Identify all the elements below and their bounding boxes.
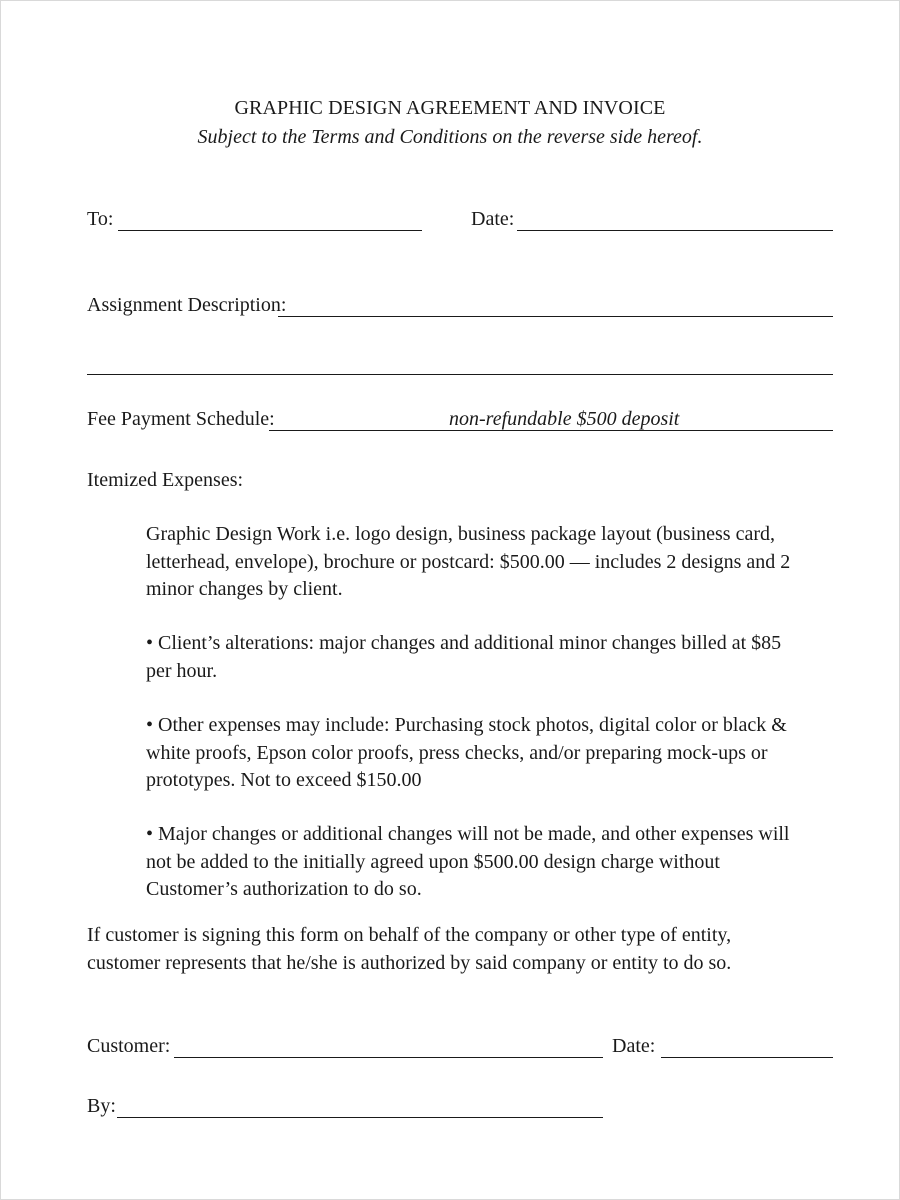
date-field-line[interactable] [517, 230, 833, 231]
signature-date-line[interactable] [661, 1057, 833, 1058]
document-subtitle: Subject to the Terms and Conditions on the reverse side hereof. [197, 126, 703, 148]
assignment-row [87, 294, 833, 322]
date-label: Date: [471, 208, 515, 230]
fee-label: Fee Payment Schedule: [87, 408, 275, 430]
expense-item-other: • Other expenses may include: Purchasing stock photos, digital color or black & white proofs, Epson color proofs, press checks, and/or preparing mock-ups or prototypes. Not to exceed $150.00 [146, 714, 787, 791]
by-row [87, 1095, 833, 1123]
customer-signature-line[interactable] [174, 1057, 603, 1058]
expense-item-alterations: • Client’s alterations: major changes and additional minor changes billed at $85 per hour. [146, 632, 782, 682]
to-label: To: [87, 208, 114, 230]
expenses-heading: Itemized Expenses: [87, 469, 244, 491]
assignment-field-line-2[interactable] [87, 374, 833, 375]
authorization-note: If customer is signing this form on behalf of the company or other type of entity, customer represents that he/she is authorized by said company or entity to do so. [87, 924, 732, 974]
expense-item-major-changes: • Major changes or additional changes will not be made, and other expenses will not be added to the initially agreed upon $500.00 design charge without Customer’s authorization to do so. [146, 823, 790, 900]
document-title: GRAPHIC DESIGN AGREEMENT AND INVOICE [234, 97, 666, 119]
by-label: By: [87, 1095, 116, 1117]
assignment-continuation-row [87, 352, 833, 380]
customer-label: Customer: [87, 1035, 171, 1057]
assignment-field-line[interactable] [278, 316, 833, 317]
customer-date-row [87, 1035, 833, 1063]
fee-row [87, 408, 833, 436]
by-signature-line[interactable] [117, 1117, 603, 1118]
to-field-line[interactable] [118, 230, 422, 231]
signature-date-label: Date: [612, 1035, 656, 1057]
fee-value: non-refundable $500 deposit [449, 408, 680, 430]
expense-item-design-work: Graphic Design Work i.e. logo design, business package layout (business card, letterhead, envelope), brochure or postcard: $500.00 — includes 2 designs and 2 minor changes by client. [146, 523, 791, 600]
assignment-label: Assignment Description: [87, 294, 287, 316]
to-date-row [87, 208, 833, 236]
